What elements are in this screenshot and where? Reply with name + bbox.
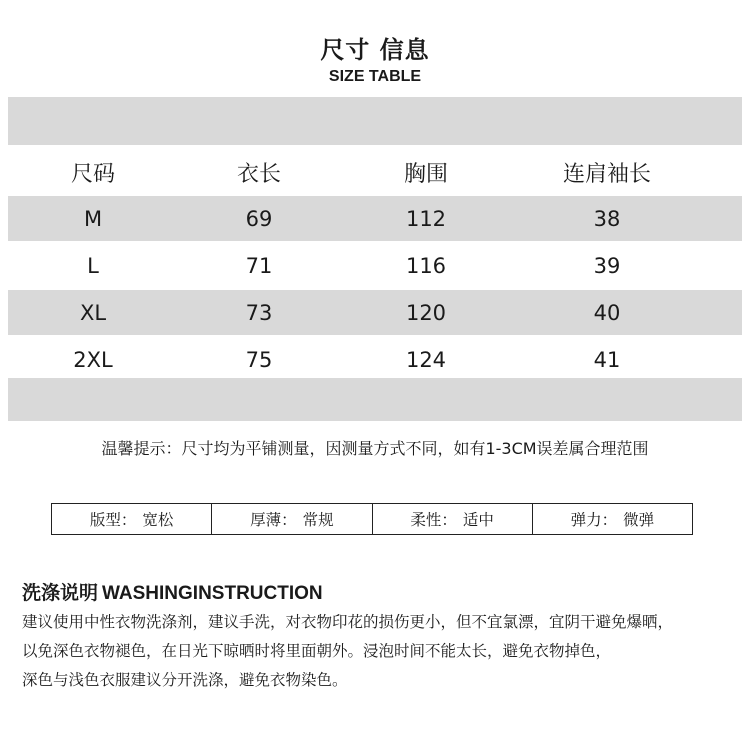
cell-sleeve: 40: [593, 300, 621, 325]
cell-size: M: [83, 206, 103, 231]
cell-sleeve: 41: [593, 347, 621, 372]
cell-length: 75: [245, 347, 273, 372]
property-label: 版型：: [89, 511, 137, 529]
cell-sleeve: 38: [593, 206, 621, 231]
cell-length: 73: [245, 300, 273, 325]
page-subtitle: SIZE TABLE: [328, 68, 422, 85]
product-properties-box: [51, 503, 693, 535]
column-header-chest: 胸围: [403, 161, 449, 187]
washing-line: 以免深色衣物褪色，在日光下晾晒时将里面朝外。浸泡时间不能太长，避免衣物掉色，: [22, 642, 612, 660]
table-row: [8, 196, 742, 241]
cell-length: 69: [245, 206, 273, 231]
table-row: [8, 337, 742, 382]
cell-length: 71: [245, 253, 273, 278]
property-value: 微弹: [623, 511, 655, 529]
page-title: 尺寸 信息: [320, 36, 430, 64]
cell-size: L: [87, 253, 99, 278]
washing-title-cn: 洗涤说明: [22, 582, 99, 604]
cell-chest: 120: [405, 300, 447, 325]
cell-size: XL: [79, 300, 107, 325]
property-label: 厚薄：: [250, 511, 297, 529]
property-label: 弹力：: [570, 511, 618, 529]
table-row: [8, 290, 742, 335]
cell-chest: 112: [405, 206, 447, 231]
washing-line: 建议使用中性衣物洗涤剂，建议手洗，对衣物印花的损伤更小，但不宜氯漂，宜阴干避免爆晒，: [22, 613, 674, 631]
property-label: 柔性：: [410, 511, 457, 529]
washing-instruction-title: [22, 578, 323, 605]
cell-chest: 116: [405, 253, 447, 278]
size-table: [8, 150, 742, 384]
property-thickness: [212, 504, 372, 534]
washing-title-en: WASHINGINSTRUCTION: [102, 583, 323, 604]
column-header-sleeve: 连肩袖长: [562, 161, 652, 187]
cell-chest: 124: [405, 347, 447, 372]
washing-instruction-text: [22, 608, 742, 695]
property-elasticity: [533, 504, 692, 534]
column-header-size: 尺码: [70, 161, 116, 187]
cell-size: 2XL: [73, 347, 113, 372]
column-header-length: 衣长: [236, 161, 282, 187]
table-header-row: [8, 150, 742, 194]
property-value: 常规: [302, 511, 334, 529]
property-fit: [52, 504, 212, 534]
table-row: [8, 243, 742, 288]
property-softness: [373, 504, 533, 534]
property-value: 适中: [462, 511, 494, 529]
table-top-band: [8, 97, 742, 145]
measurement-tip: 温馨提示：尺寸均为平铺测量，因测量方式不同，如有1-3CM误差属合理范围: [101, 439, 649, 458]
property-value: 宽松: [142, 511, 174, 529]
table-bottom-band: [8, 378, 742, 421]
washing-line: 深色与浅色衣服建议分开洗涤，避免衣物染色。: [22, 671, 348, 689]
cell-sleeve: 39: [593, 253, 621, 278]
